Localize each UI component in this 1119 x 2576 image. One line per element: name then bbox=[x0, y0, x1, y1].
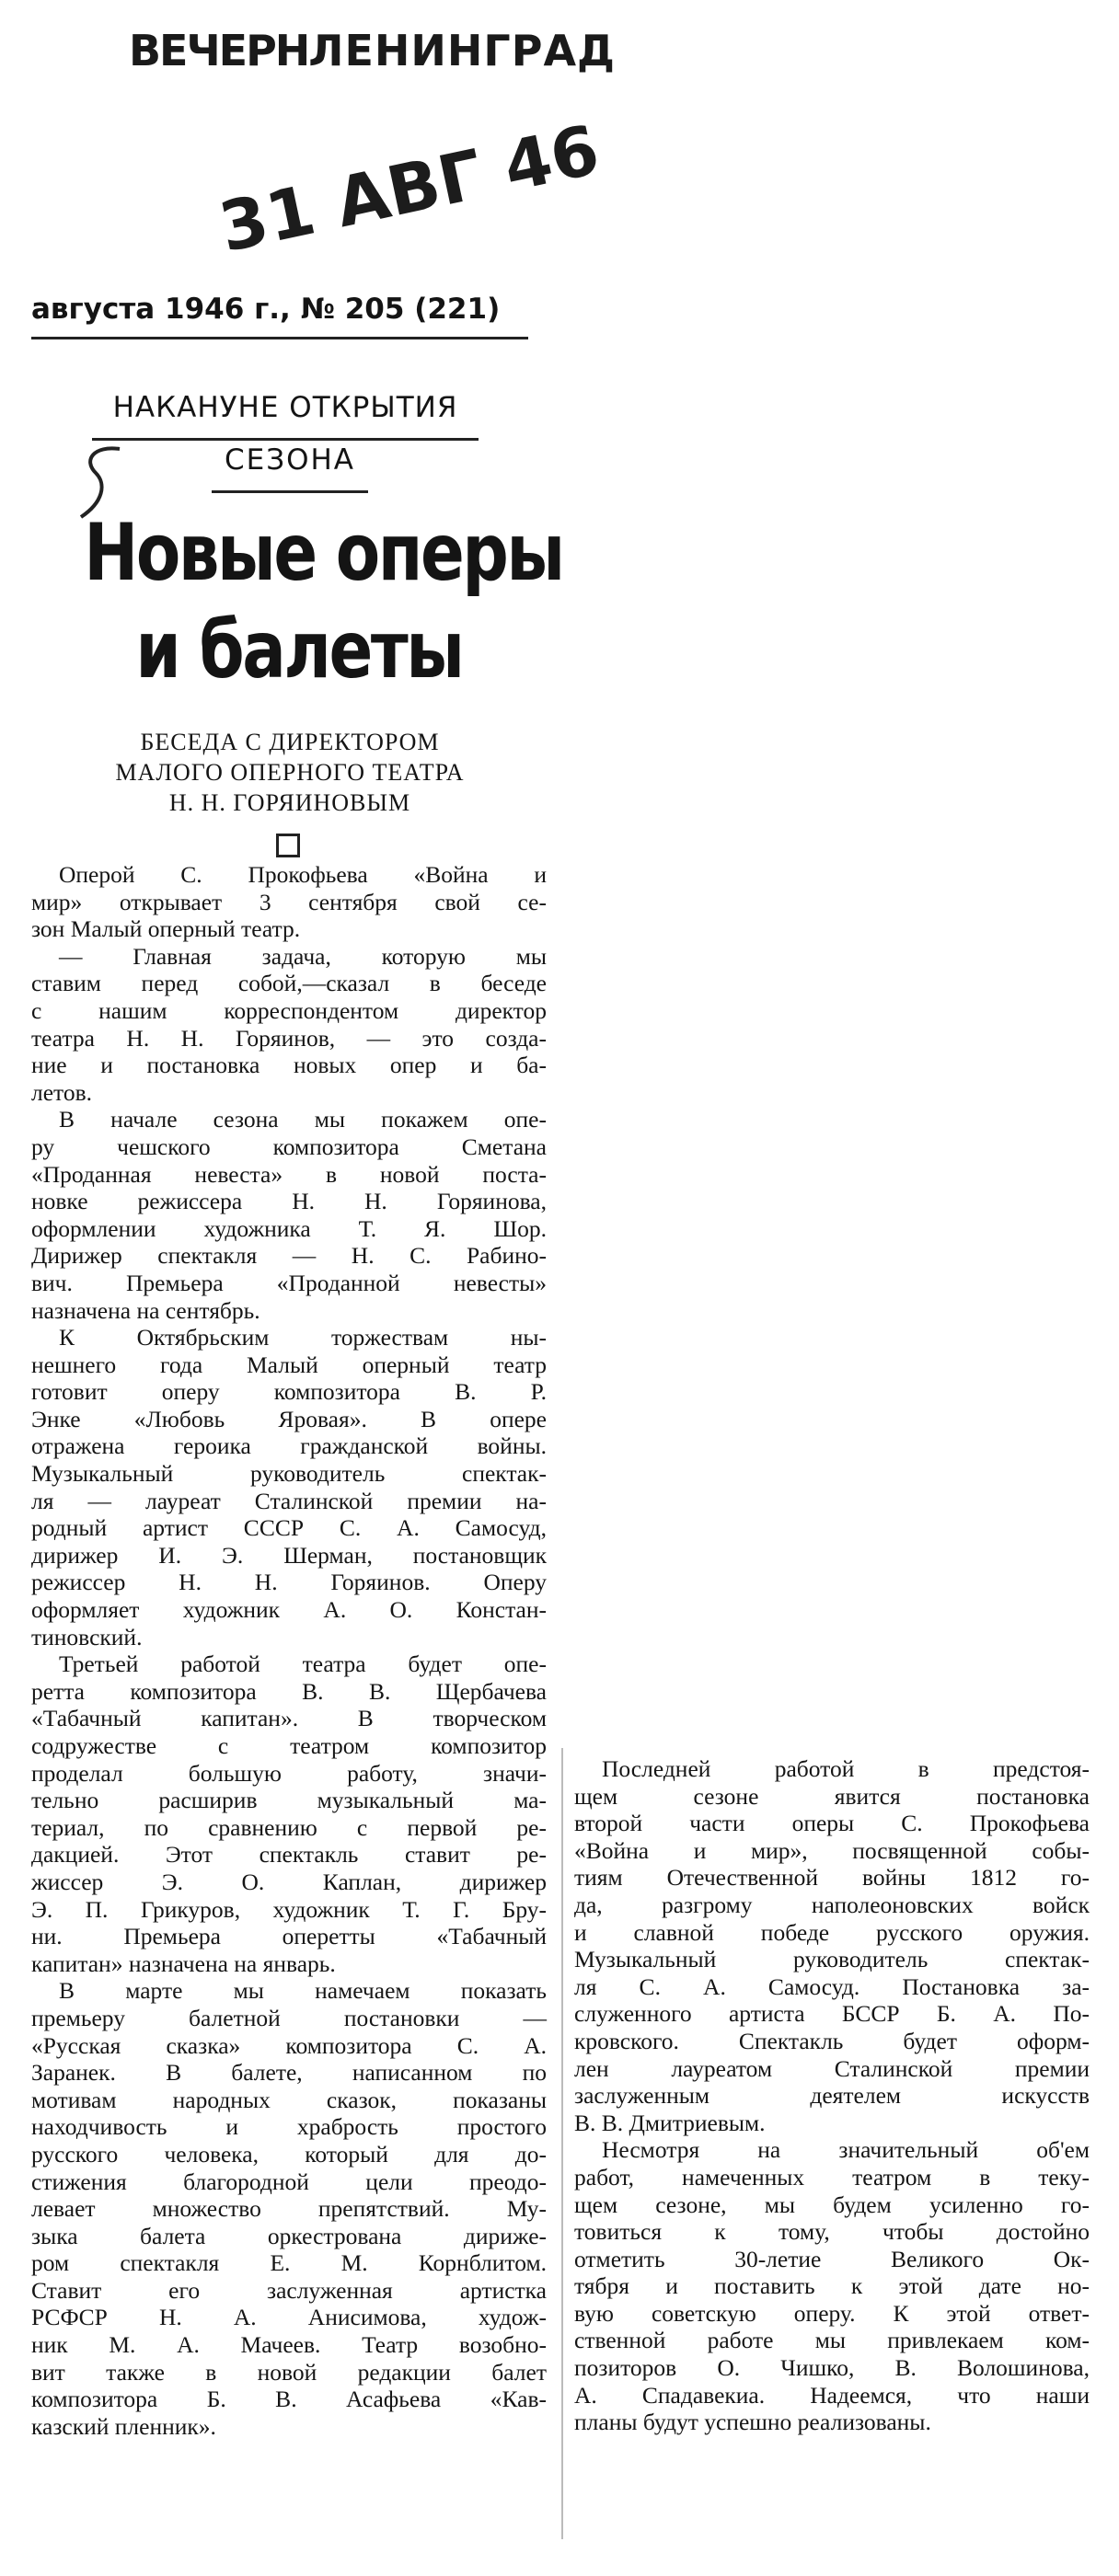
text-line: находчивость и храбрость простого bbox=[31, 2113, 547, 2141]
text-line: «Табачный капитан». В творческом bbox=[31, 1705, 547, 1732]
text-line: ром спектакля Е. М. Корнблитом. bbox=[31, 2249, 547, 2277]
text-line: тиновский. bbox=[31, 1623, 143, 1650]
text-line: режиссер Н. Н. Горяинов. Оперу bbox=[31, 1569, 547, 1596]
rubric-underline2 bbox=[212, 490, 368, 493]
text-line: работ, намеченных театром в теку- bbox=[574, 2163, 1090, 2191]
text-line: нешнего года Малый оперный театр bbox=[31, 1351, 547, 1378]
paragraph bbox=[31, 943, 547, 1107]
text-line: Заранек. В балете, написанном по bbox=[31, 2059, 547, 2087]
text-line: казский пленник». bbox=[31, 2412, 216, 2440]
text-line: — Главная задача, которую мы bbox=[59, 942, 547, 970]
text-line: тельно расширив музыкальный ма- bbox=[31, 1787, 547, 1814]
text-line: В начале сезона мы покажем опе- bbox=[59, 1106, 547, 1133]
issue-line: августа 1946 г., № 205 (221) bbox=[31, 293, 501, 326]
column-divider bbox=[561, 1748, 563, 2539]
text-line: премьеру балетной постановки — bbox=[31, 2004, 547, 2031]
text-line: ник М. А. Мачеев. Театр возобно- bbox=[31, 2331, 547, 2359]
text-line: тиям Отечественной войны 1812 го- bbox=[574, 1864, 1090, 1892]
text-line: служенного артиста БССР Б. А. По- bbox=[574, 2000, 1090, 2028]
text-line: В марте мы намечаем показать bbox=[59, 1977, 547, 2005]
masthead bbox=[129, 26, 617, 99]
text-line: готовит оперу композитора В. Р. bbox=[31, 1378, 547, 1406]
subhead bbox=[74, 727, 506, 828]
text-line: РСФСР Н. А. Анисимова, худож- bbox=[31, 2304, 547, 2331]
text-line: щем сезоне явится постановка bbox=[574, 1782, 1090, 1810]
masthead-part2: ЛЕНИНГРАД bbox=[308, 26, 617, 75]
text-line: отражена героика гражданской войны. bbox=[31, 1432, 547, 1460]
text-line: проделал большую работу, значи- bbox=[31, 1759, 547, 1787]
text-line: Несмотря на значительный об'ем bbox=[602, 2136, 1090, 2164]
text-line: стижения благородной цели преодо- bbox=[31, 2168, 547, 2195]
text-line: летов. bbox=[31, 1078, 93, 1106]
text-line: с нашим корреспондентом директор bbox=[31, 996, 547, 1024]
text-line: русского человека, который для до- bbox=[31, 2140, 547, 2168]
text-line: дакцией. Этот спектакль ставит ре- bbox=[31, 1841, 547, 1869]
text-line: да, разгрому наполеоновских войск bbox=[574, 1891, 1090, 1918]
text-line: ретта композитора В. В. Щербачева bbox=[31, 1677, 547, 1705]
text-line: новке режиссера Н. Н. Горяинова, bbox=[31, 1188, 547, 1215]
text-line: вит также в новой редакции балет bbox=[31, 2358, 547, 2386]
text-line: тября и поставить к этой дате но- bbox=[574, 2272, 1090, 2300]
rubric-underline1 bbox=[92, 438, 479, 441]
text-line: и славной победе русского оружия. bbox=[574, 1918, 1090, 1946]
text-line: Энке «Любовь Яровая». В опере bbox=[31, 1405, 547, 1432]
masthead-part1: ВЕЧЕРН bbox=[129, 26, 309, 75]
text-line: ру чешского композитора Сметана bbox=[31, 1133, 547, 1160]
paragraph bbox=[574, 1755, 1090, 2136]
text-line: композитора Б. В. Асафьева «Кав- bbox=[31, 2386, 547, 2413]
text-line: зыка балета оркестрована дириже- bbox=[31, 2222, 547, 2249]
text-line: левает множество препятствий. Му- bbox=[31, 2195, 547, 2223]
text-line: театра Н. Н. Горяинов, — это созда- bbox=[31, 1024, 547, 1052]
paragraph bbox=[31, 1977, 547, 2440]
date-stamp: 31 АВГ 46 bbox=[213, 109, 606, 269]
text-line: отметить 30-летие Великого Ок- bbox=[574, 2245, 1090, 2272]
article-column-1 bbox=[31, 861, 547, 2536]
text-line: лен лауреатом Сталинской премии bbox=[574, 2054, 1090, 2082]
text-line: Э. П. Грикуров, художник Т. Г. Бру- bbox=[31, 1895, 547, 1923]
text-line: «Русская сказка» композитора С. А. bbox=[31, 2031, 547, 2059]
text-line: товиться к тому, чтобы достойно bbox=[574, 2218, 1090, 2246]
text-line: мир» открывает 3 сентября свой се- bbox=[31, 888, 547, 915]
text-line: дирижер И. Э. Шерман, постановщик bbox=[31, 1541, 547, 1569]
text-line: Музыкальный руководитель спектак- bbox=[31, 1460, 547, 1488]
rubric-line2: СЕЗОНА bbox=[224, 443, 356, 477]
text-line: вич. Премьера «Проданной невесты» bbox=[31, 1269, 547, 1296]
text-line: вую советскую оперу. К этой ответ- bbox=[574, 2299, 1090, 2327]
text-line: мотивам народных сказок, показаны bbox=[31, 2086, 547, 2113]
text-line: «Война и мир», посвященной собы- bbox=[574, 1836, 1090, 1864]
text-line: А. Спадавекиа. Надеемся, что наши bbox=[574, 2381, 1090, 2409]
text-line: ственной работе мы привлекаем ком- bbox=[574, 2327, 1090, 2354]
text-line: позиторов О. Чишко, В. Волошинова, bbox=[574, 2354, 1090, 2382]
text-line: ни. Премьера оперетты «Табачный bbox=[31, 1923, 547, 1950]
text-line: Последней работой в предстоя- bbox=[602, 1755, 1090, 1782]
paragraph bbox=[31, 1106, 547, 1324]
paragraph bbox=[31, 1324, 547, 1650]
headline-line1: Новые оперы bbox=[84, 507, 563, 599]
text-line: Дирижер спектакля — Н. С. Рабино- bbox=[31, 1242, 547, 1270]
text-line: капитан» назначена на январь. bbox=[31, 1949, 336, 1977]
text-line: щем сезоне, мы будем усиленно го- bbox=[574, 2191, 1090, 2218]
text-line: второй части оперы С. Прокофьева bbox=[574, 1810, 1090, 1837]
text-line: кровского. Спектакль будет оформ- bbox=[574, 2027, 1090, 2054]
text-line: ля — лауреат Сталинской премии на- bbox=[31, 1487, 547, 1514]
text-line: В. В. Дмитриевым. bbox=[574, 2109, 766, 2136]
text-line: ние и постановка новых опер и ба- bbox=[31, 1052, 547, 1079]
text-line: ставим перед собой,—сказал в беседе bbox=[31, 970, 547, 997]
text-line: жиссер Э. О. Каплан, дирижер bbox=[31, 1868, 547, 1895]
text-line: териал, по сравнению с первой ре- bbox=[31, 1813, 547, 1841]
text-line: Оперой С. Прокофьева «Война и bbox=[59, 861, 547, 888]
headline-line2: и балеты bbox=[135, 604, 463, 696]
text-line: Музыкальный руководитель спектак- bbox=[574, 1946, 1090, 1973]
article-column-2 bbox=[574, 1755, 1090, 2528]
paragraph bbox=[31, 1650, 547, 1977]
subhead-line1: БЕСЕДА С ДИРЕКТОРОМ bbox=[140, 729, 440, 755]
text-line: планы будут успешно реализованы. bbox=[574, 2409, 931, 2436]
text-line: Третьей работой театра будет опе- bbox=[59, 1650, 547, 1678]
text-line: Ставит его заслуженная артистка bbox=[31, 2276, 547, 2304]
separator-square bbox=[276, 834, 300, 857]
text-line: оформляет художник А. О. Констан- bbox=[31, 1596, 547, 1624]
text-line: зон Малый оперный театр. bbox=[31, 915, 301, 943]
text-line: назначена на сентябрь. bbox=[31, 1296, 260, 1324]
paragraph bbox=[31, 861, 547, 943]
subhead-line3: Н. Н. ГОРЯИНОВЫМ bbox=[168, 789, 411, 816]
text-line: содружестве с театром композитор bbox=[31, 1732, 547, 1759]
text-line: ля С. А. Самосуд. Постановка за- bbox=[574, 1972, 1090, 2000]
paragraph bbox=[574, 2136, 1090, 2436]
text-line: заслуженным деятелем искусств bbox=[574, 2082, 1090, 2110]
text-line: родный артист СССР С. А. Самосуд, bbox=[31, 1514, 547, 1542]
subhead-line2: МАЛОГО ОПЕРНОГО ТЕАТРА bbox=[115, 759, 465, 786]
text-line: «Проданная невеста» в новой поста- bbox=[31, 1160, 547, 1188]
issue-rule bbox=[31, 337, 528, 339]
rubric-line1: НАКАНУНЕ ОТКРЫТИЯ bbox=[112, 391, 458, 424]
headline bbox=[84, 504, 563, 716]
text-line: оформлении художника Т. Я. Шор. bbox=[31, 1214, 547, 1242]
text-line: К Октябрьским торжествам ны- bbox=[59, 1324, 547, 1351]
